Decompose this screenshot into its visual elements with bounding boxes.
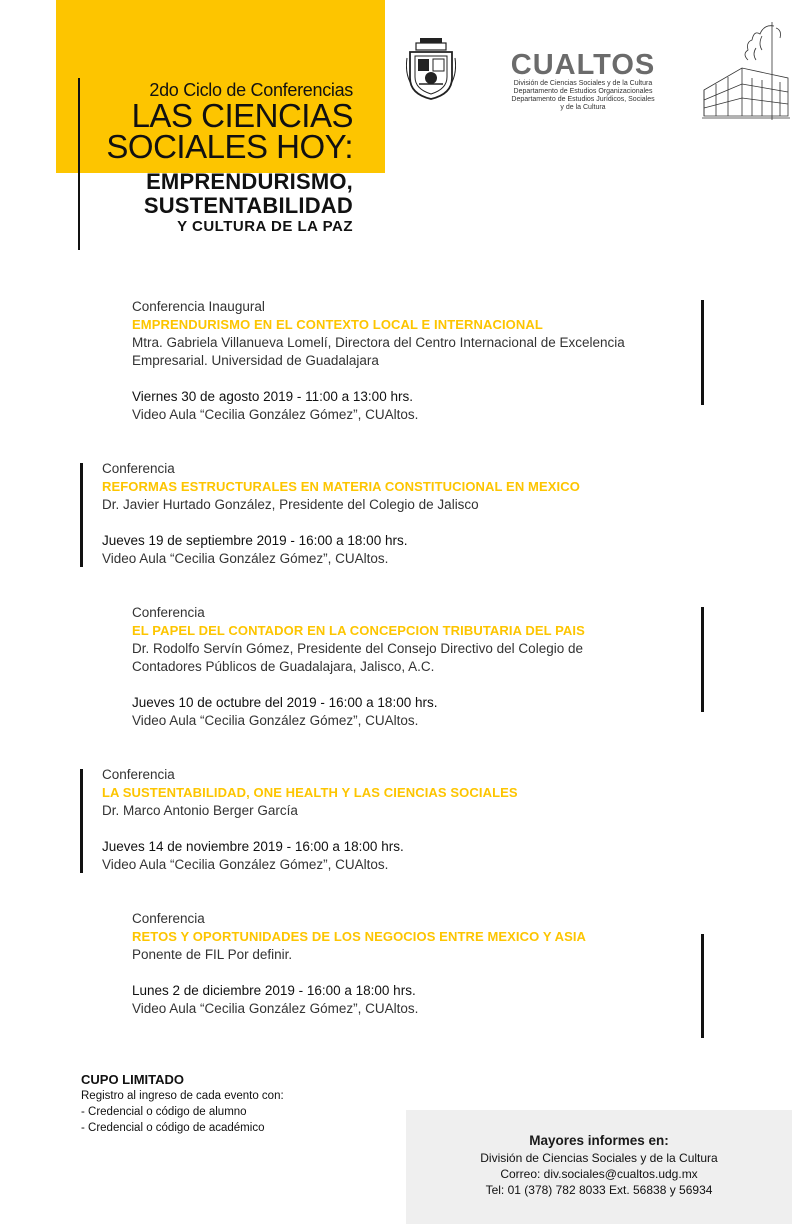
cupo-title: CUPO LIMITADO [81,1072,185,1087]
event-speaker: Dr. Marco Antonio Berger García [102,803,298,818]
cualtos-logo [500,50,666,112]
event-venue: Video Aula “Cecilia González Gómez”, CUAltos. [132,1001,419,1016]
event-venue: Video Aula “Cecilia González Gómez”, CUAltos. [102,857,389,872]
event-3 [132,604,585,730]
event-title: RETOS Y OPORTUNIDADES DE LOS NEGOCIOS ENTRE MEXICO Y ASIA [132,929,587,944]
institution-line: y de la Cultura [560,104,606,111]
event-venue: Video Aula “Cecilia González Gómez”, CUAltos. [132,407,419,422]
subtitle-line-2: SUSTENTABILIDAD [143,193,353,218]
event-2 [102,460,580,568]
event-label: Conferencia [132,605,205,620]
event-title: REFORMAS ESTRUCTURALES EN MATERIA CONSTITUCIONAL EN MEXICO [102,479,580,494]
info-phone: Tel: 01 (378) 782 8033 Ext. 56838 y 56934 [485,1183,713,1197]
cupo-line: - Credencial o código de académico [81,1122,265,1134]
subtitle-line-1: EMPRENDURISMO, [146,169,353,194]
cupo-line: Registro al ingreso de cada evento con: [81,1090,284,1102]
event-speaker: Contadores Públicos de Guadalajara, Jalisco, A.C. [132,659,435,674]
event-speaker: Mtra. Gabriela Villanueva Lomelí, Directora del Centro Internacional de Excelencia [132,335,625,350]
event-divider-bar [701,934,704,1038]
event-title: EMPRENDURISMO EN EL CONTEXTO LOCAL E INTERNACIONAL [132,317,543,332]
event-label: Conferencia [132,911,205,926]
info-email: Correo: div.sociales@cualtos.udg.mx [500,1167,698,1181]
institution-line: División de Ciencias Sociales y de la Cultura [513,80,653,87]
info-line: División de Ciencias Sociales y de la Cultura [480,1151,718,1165]
event-date: Viernes 30 de agosto 2019 - 11:00 a 13:00 hrs. [132,389,413,404]
event-venue: Video Aula “Cecilia González Gómez”, CUAltos. [102,551,389,566]
event-label: Conferencia [102,767,175,782]
event-label: Conferencia Inaugural [132,299,265,314]
main-title-line-2: SOCIALES HOY: [106,128,353,165]
institution-line: Departamento de Estudios Jurídicos, Sociales [511,96,655,103]
university-seal-icon [406,38,456,100]
event-date: Jueves 10 de octubre del 2019 - 16:00 a 18:00 hrs. [132,695,438,710]
cupo-limitado-section [81,1072,284,1136]
event-venue: Video Aula “Cecilia González Gómez”, CUAltos. [132,713,419,728]
event-title-block [56,80,353,236]
institution-line: Departamento de Estudios Organizacionales [513,88,653,95]
event-speaker: Dr. Rodolfo Servín Gómez, Presidente del Consejo Directivo del Colegio de [132,641,583,656]
series-title: 2do Ciclo de Conferencias [149,80,353,100]
event-speaker: Ponente de FIL Por definir. [132,947,293,962]
event-speaker: Empresarial. Universidad de Guadalajara [132,353,379,368]
cualtos-name: CUALTOS [510,49,656,81]
event-5 [132,910,586,1018]
event-divider-bar [80,769,83,873]
event-title: EL PAPEL DEL CONTADOR EN LA CONCEPCION TRIBUTARIA DEL PAIS [132,623,585,638]
event-divider-bar [701,607,704,712]
event-date: Lunes 2 de diciembre 2019 - 16:00 a 18:00 hrs. [132,983,416,998]
event-divider-bar [80,463,83,567]
event-divider-bar [701,300,704,405]
event-inaugural [132,298,625,424]
campus-building-icon [702,20,790,122]
info-box [406,1110,792,1224]
event-label: Conferencia [102,461,175,476]
event-speaker: Dr. Javier Hurtado González, Presidente del Colegio de Jalisco [102,497,479,512]
event-title: LA SUSTENTABILIDAD, ONE HEALTH Y LAS CIENCIAS SOCIALES [102,785,518,800]
event-date: Jueves 19 de septiembre 2019 - 16:00 a 18:00 hrs. [102,533,408,548]
cupo-line: - Credencial o código de alumno [81,1106,247,1118]
info-title: Mayores informes en: [529,1133,669,1148]
event-date: Jueves 14 de noviembre 2019 - 16:00 a 18:00 hrs. [102,839,404,854]
main-title-line-1: LAS CIENCIAS [131,97,353,134]
event-4 [102,766,518,874]
subtitle-line-3: Y CULTURA DE LA PAZ [177,218,353,235]
